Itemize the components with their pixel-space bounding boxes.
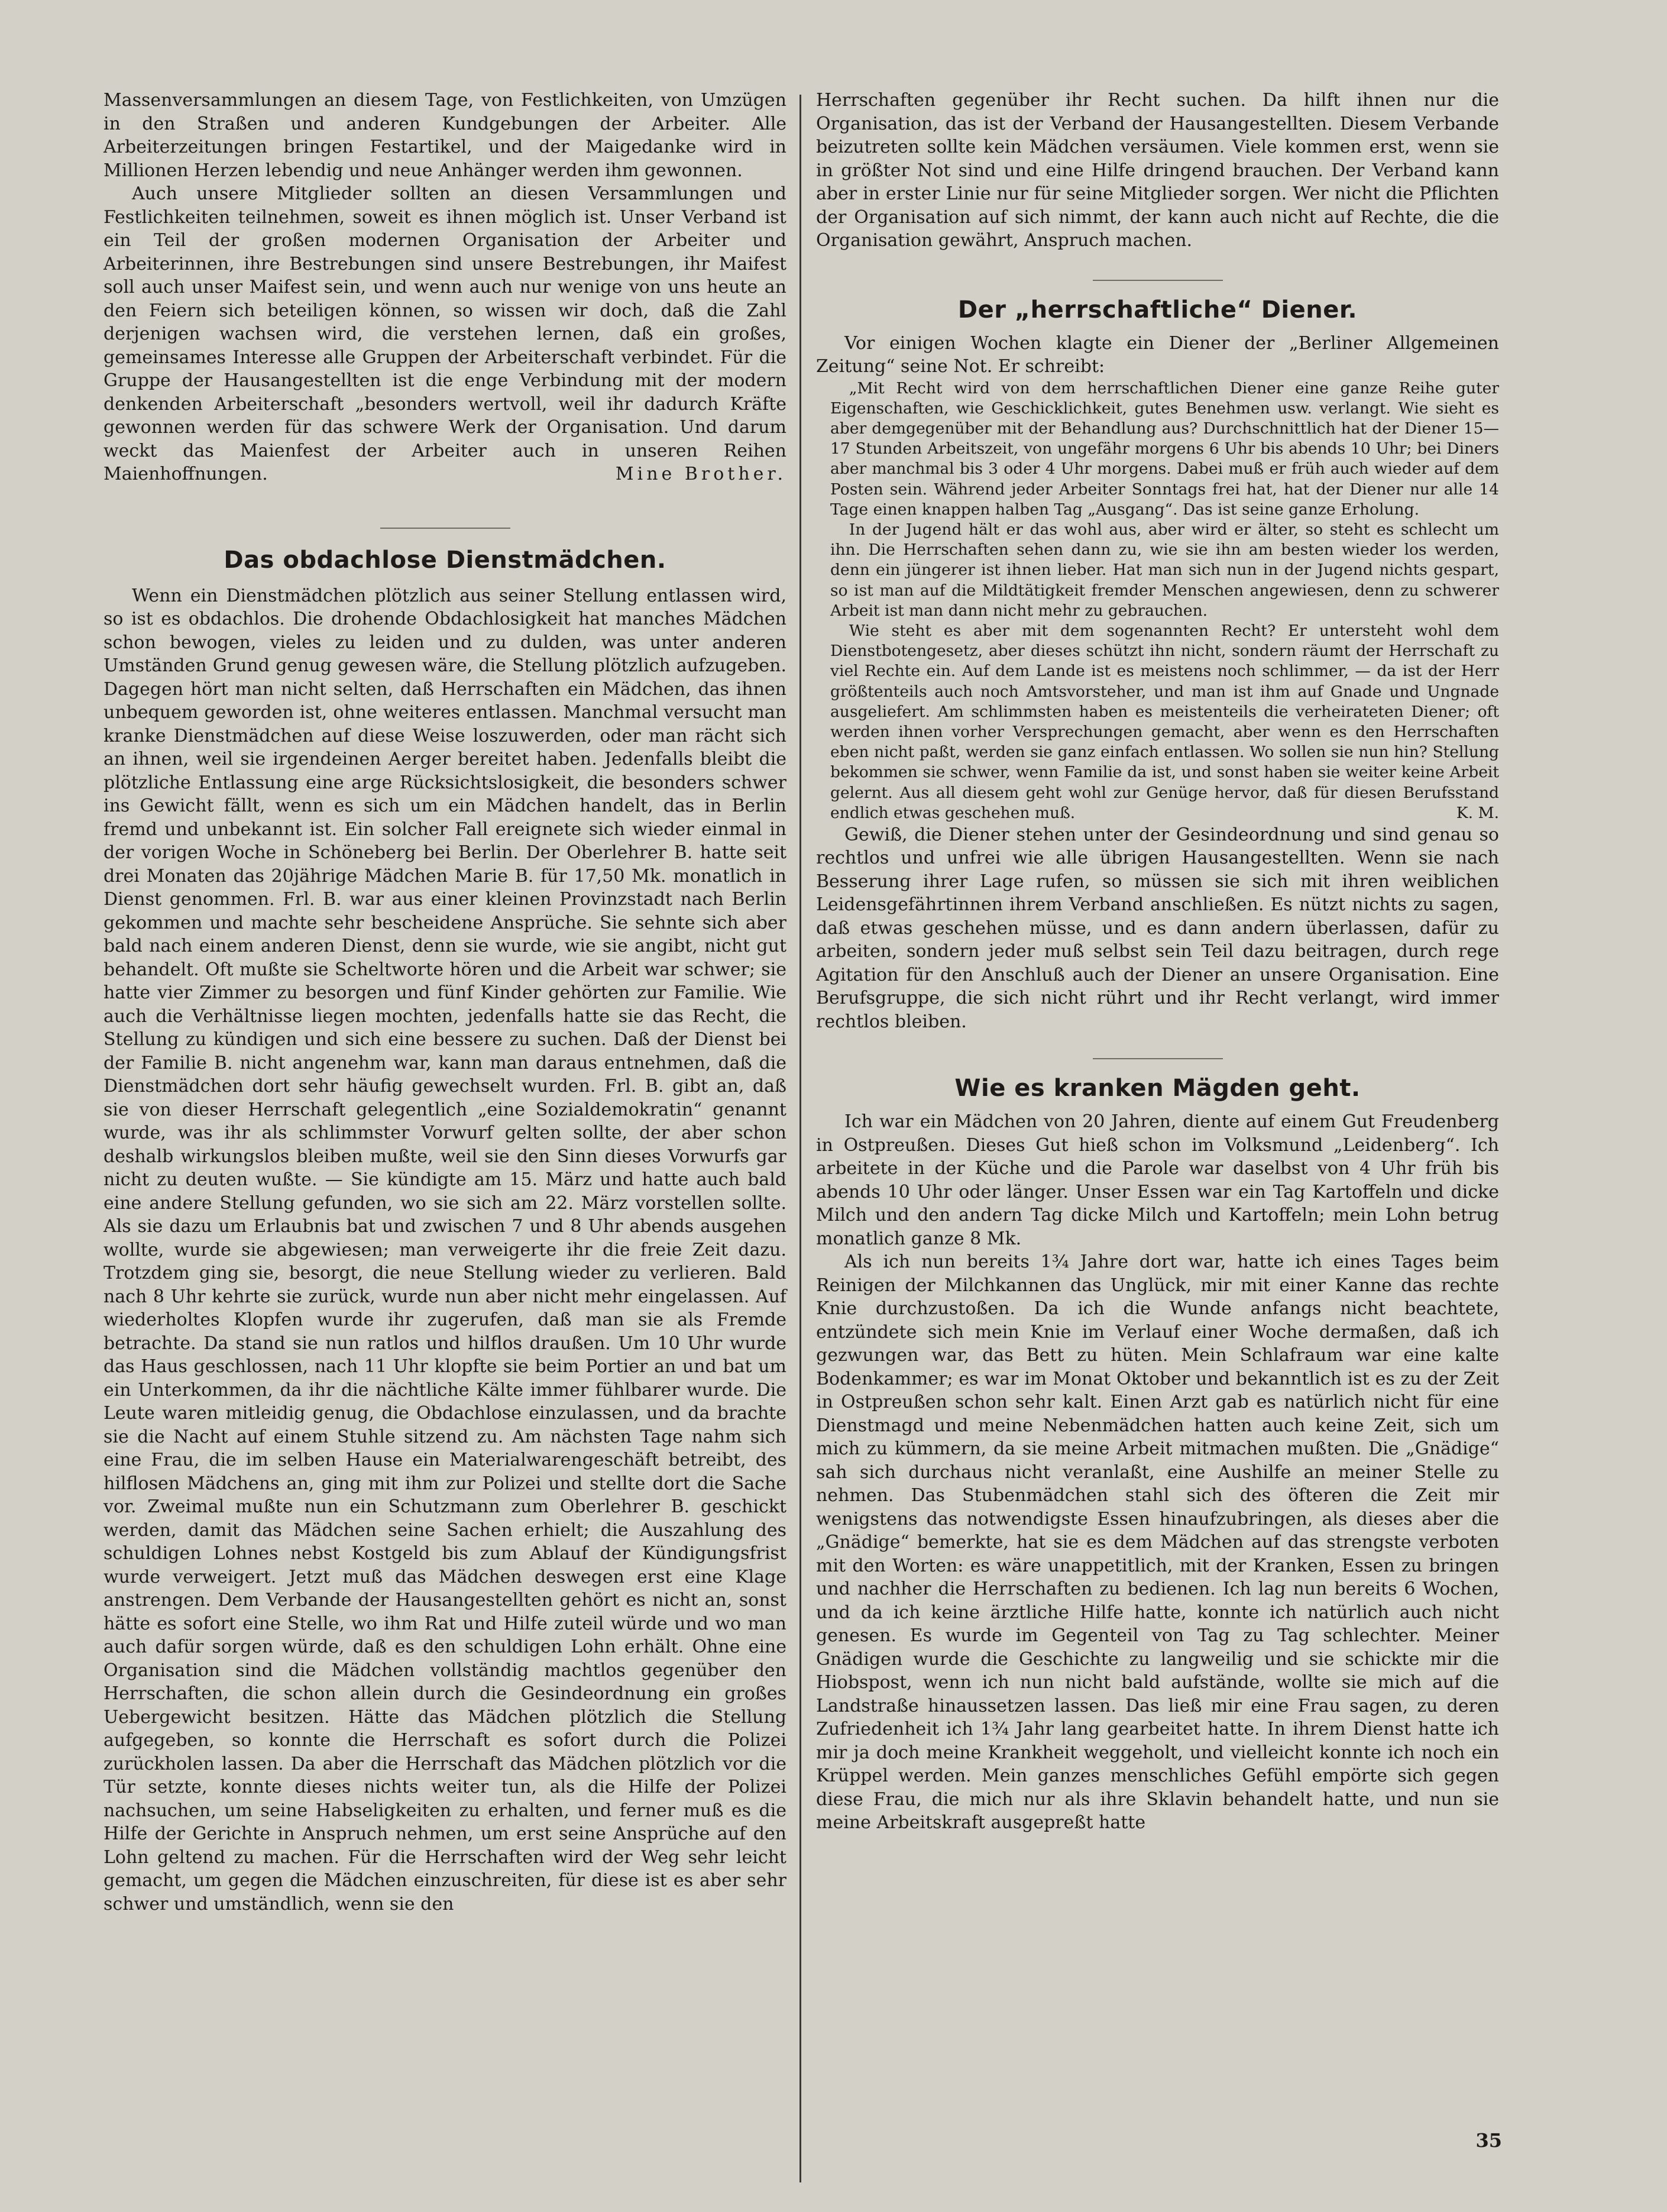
article-title-obdachlose: Das obdachlose Dienstmädchen. xyxy=(224,546,666,574)
article-paragraph: Als ich nun bereits 1¾ Jahre dort war, hatte ich eines Tages beim Reinigen der Milchkannen das Unglück, mir mit einer Kanne das rechte Knie durchzustoßen. Da ich die Wunde anfangs nicht beachtete, entzündete sich mein Knie im Verlauf einer Woche dermaßen, daß ich gezwungen war, das Bett zu hüten. Mein Schlafraum war eine kalte Bodenkammer; es war im Monat Oktober und bekanntlich ist es zu der Zeit in Ostpreußen schon sehr kalt. Einen Arzt gab es natürlich nicht für eine Dienstmagd und meine Nebenmädchen hatten auch keine Zeit, sich um mich zu kümmern, da sie meine Arbeit mitmachen mußten. Die „Gnädige“ sah sich durchaus nicht veranlaßt, eine Aushilfe an meiner Stelle zu nehmen. Das Stubenmädchen stahl sich des öfteren die Zeit mir wenigstens das notwendigste Essen hinaufzubringen, als dieses aber die „Gnädige“ bemerkte, hat sie es dem Mädchen auf das strengste verboten mit den Worten: es wäre unappetitlich, mit der Kranken, Essen zu bringen und nachher die Herrschaften zu bedienen. Ich lag nun bereits 6 Wochen, und da ich keine ärztliche Hilfe hatte, konnte ich natürlich auch nicht genesen. Es wurde im Gegenteil von Tag zu Tag schlechter. Meiner Gnädigen wurde die Geschichte zu langweilig und sie schickte mir die Hiobspost, wenn ich nun nicht bald aufstände, wollte sie mich auf die Landstraße hinaussetzen lassen. Das ließ mir eine Frau sagen, zu deren Zufriedenheit ich 1¾ Jahr lang gearbeitet hatte. In ihrem Dienst hatte ich mir ja doch meine Krankheit weggeholt, und vielleicht konnte ich noch ein Krüppel werden. Mein ganzes menschliches Gefühl empörte sich gegen diese Frau, die mich nur als ihre Sklavin behandelt hatte, und nun sie meine Arbeitskraft ausgepreßt hatte xyxy=(816,1251,1499,1833)
continuation-paragraph: Herrschaften gegenüber ihr Recht suchen. Da hilft ihnen nur die Organisation, das ist der Verband der Hausangestellten. Diesem Verbande beizutreten sollte kein Mädchen versäumen. Viele kommen erst, wenn sie in größter Not sind und eine Hilfe dringend brauchen. Der Verband kann aber in erster Linie nur für seine Mitglieder sorgen. Wer nicht die Pflichten der Organisation auf sich nimmt, der kann auch nicht auf Rechte, die die Organisation gewährt, Anspruch machen. xyxy=(816,90,1499,251)
page-number: 35 xyxy=(1475,2129,1502,2152)
quote-paragraph: Wie steht es aber mit dem sogenannten Recht? Er untersteht wohl dem Dienstbotengesetz, aber dieses schützt ihn nicht, sondern räumt der Herrschaft zu viel Rechte ein. Auf dem Lande ist es meistens noch schlimmer, — da ist der Herr größtenteils auch noch Amtsvorsteher, und man ist ihm auf Gnade und Ungnade ausgeliefert. Am schlimmsten haben es meistenteils die verheirateten Diener; oft werden ihnen vorher Versprechungen gemacht, aber wenn es den Herrschaften eben nicht paßt, werden sie ganz einfach entlassen. Wo sollen sie nun hin? Stellung bekommen sie schwer, wenn Familie da ist, und sonst haben sie weiter keine Arbeit gelernt. Aus all diesem geht wohl zur Genüge hervor, daß für diesen Berufsstand endlich etwas geschehen muß. xyxy=(830,621,1499,822)
quote-paragraph: „Mit Recht wird von dem herrschaftlichen Diener eine ganze Reihe guter Eigenschaften, wie Geschicklichkeit, gutes Benehmen usw. verlangt. Wie sieht es aber demgegenüber mit der Behandlung aus? Durchschnittlich hat der Diener 15—17 Stunden Arbeitszeit, von ungefähr morgens 6 Uhr bis abends 10 Uhr; bei Diners aber manchmal bis 3 oder 4 Uhr morgens. Dabei muß er früh auch wieder auf dem Posten sein. Während jeder Arbeiter Sonntags frei hat, hat der Diener nur alle 14 Tage einen knappen halben Tag „Ausgang“. Das ist seine ganze Erholung. xyxy=(830,379,1499,519)
left-column xyxy=(103,89,786,1916)
article-paragraph: Wenn ein Dienstmädchen plötzlich aus seiner Stellung entlassen wird, so ist es obdachlos. Die drohende Obdachlosigkeit hat manches Mädchen schon bewogen, vieles zu leiden und zu dulden, was unter anderen Umständen Grund genug gewesen wäre, die Stellung plötzlich aufzugeben. Dagegen hört man nicht selten, daß Herrschaften ein Mädchen, das ihnen unbequem geworden ist, ohne weiteres entlassen. Manchmal versucht man kranke Dienstmädchen auf diese Weise loszuwerden, oder man rächt sich an ihnen, weil sie irgendeinen Aerger bereitet haben. Jedenfalls bleibt die plötzliche Entlassung eine arge Rücksichtslosigkeit, die besonders schwer ins Gewicht fällt, wenn es sich um ein Mädchen handelt, das in Berlin fremd und unbekannt ist. Ein solcher Fall ereignete sich wieder einmal in der vorigen Woche in Schöneberg bei Berlin. Der Oberlehrer B. hatte seit drei Monaten das 20jährige Mädchen Marie B. für 17,50 Mk. monatlich in Dienst genommen. Frl. B. war aus einer kleinen Provinzstadt nach Berlin gekommen und machte sehr bescheidene Ansprüche. Sie sehnte sich aber bald nach einem anderen Dienst, denn sie wurde, wie sie angibt, nicht gut behandelt. Oft mußte sie Scheltworte hören und die Arbeit war schwer; sie hatte vier Zimmer zu besorgen und fünf Kinder gehörten zur Familie. Wie auch die Verhältnisse liegen mochten, jedenfalls hatte sie das Recht, die Stellung zu kündigen und sich eine bessere zu suchen. Daß der Dienst bei der Familie B. nicht angenehm war, kann man daraus entnehmen, daß die Dienstmädchen dort sehr häufig gewechselt wurden. Frl. B. gibt an, daß sie von dieser Herrschaft gelegentlich „eine Sozialdemokratin“ genannt wurde, was ihr als schlimmster Vorwurf gelten sollte, der aber schon deshalb wirkungslos bleiben mußte, weil sie den Sinn dieses Vorwurfs gar nicht zu deuten wußte. — Sie kündigte am 15. März und hatte auch bald eine andere Stellung gefunden, wo sie sich am 22. März vorstellen sollte. Als sie dazu um Erlaubnis bat und zwischen 7 und 8 Uhr abends ausgehen wollte, wurde sie abgewiesen; man verweigerte ihr die freie Zeit dazu. Trotzdem ging sie, besorgt, die neue Stellung wieder zu verlieren. Bald nach 8 Uhr kehrte sie zurück, wurde nun aber nicht mehr eingelassen. Auf wiederholtes Klopfen wurde ihr zugerufen, daß man sie als Fremde betrachte. Da stand sie nun ratlos und hilflos draußen. Um 10 Uhr wurde das Haus geschlossen, nach 11 Uhr klopfte sie beim Portier an und bat um ein Unterkommen, da ihr die nächtliche Kälte immer fühlbarer wurde. Die Leute waren mitleidig genug, die Obdachlose einzulassen, und da brachte sie die Nacht auf einem Stuhle sitzend zu. Am nächsten Tage nahm sich eine Frau, die im selben Hause ein Materialwarengeschäft betreibt, des hilflosen Mädchens an, ging mit ihm zur Polizei und stellte dort die Sache vor. Zweimal mußte nun ein Schutzmann zum Oberlehrer B. geschickt werden, damit das Mädchen seine Sachen erhielt; die Auszahlung des schuldigen Lohnes nebst Kostgeld bis zum Ablauf der Kündigungsfrist wurde verweigert. Jetzt muß das Mädchen deswegen erst eine Klage anstrengen. Dem Verbande der Hausangestellten gehört es nicht an, sonst hätte es sofort eine Stelle, wo ihm Rat und Hilfe zuteil würde und wo man auch dafür sorgen würde, daß es den schuldigen Lohn erhält. Ohne eine Organisation sind die Mädchen vollständig machtlos gegenüber den Herrschaften, die schon allein durch die Gesindeordnung ein großes Uebergewicht besitzen. Hätte das Mädchen plötzlich die Stellung aufgegeben, so konnte die Herrschaft es sofort durch die Polizei zurückholen lassen. Da aber die Herrschaft das Mädchen plötzlich vor die Tür setzte, konnte dieses nichts weiter tun, als die Hilfe der Polizei nachsuchen, um seine Habseligkeiten zu erhalten, und ferner muß es die Hilfe der Gerichte in Anspruch nehmen, um erst seine Ansprüche auf den Lohn geltend zu machen. Für die Herrschaften wird der Weg sehr leicht gemacht, um gegen die Mädchen einzuschreiten, für diese ist es aber sehr schwer und umständlich, wenn sie den xyxy=(103,585,786,1915)
article-title-maegde: Wie es kranken Mägden geht. xyxy=(954,1075,1361,1102)
quote-paragraph: In der Jugend hält er das wohl aus, aber wird er älter, so steht es schlecht um ihn. Die Herrschaften sehen dann zu, wie sie ihn am besten wieder los werden, denn ein jüngerer ist ihnen lieber. Hat man sich nun in der Jugend nichts gespart, so ist man auf die Mildtätigkeit fremder Menschen angewiesen, denn zu schwerer Arbeit ist man dann nicht mehr zu gebrauchen. xyxy=(830,520,1499,620)
quote-initials: K. M. xyxy=(1456,803,1499,822)
article-title-diener: Der „herrschaftliche“ Diener. xyxy=(957,296,1358,324)
article-paragraph: Gewiß, die Diener stehen unter der Gesindeordnung und sind genau so rechtlos und unfrei wie alle übrigen Hausangestellten. Wenn sie nach Besserung ihrer Lage rufen, so müssen sie sich mit ihren weiblichen Leidensgefährtinnen ihrem Verband anschließen. Es nützt nichts zu sagen, daß etwas geschehen müsse, und es dann andern überlassen, dafür zu arbeiten, sondern jeder muß selbst sein Teil dazu beitragen, durch rege Agitation für den Anschluß auch der Diener an unsere Organisation. Eine Berufsgruppe, die sich nicht rührt und ihr Recht verlangt, wird immer rechtlos bleiben. xyxy=(816,824,1499,1032)
article-paragraph: Ich war ein Mädchen von 20 Jahren, diente auf einem Gut Freudenberg in Ostpreußen. Dieses Gut hieß schon im Volksmund „Leidenberg“. Ich arbeitete in der Küche und die Parole war daselbst von 4 Uhr früh bis abends 10 Uhr oder länger. Unser Essen war ein Tag Kartoffeln und dicke Milch und den andern Tag dicke Milch und Kartoffeln; mein Lohn betrug monatlich ganze 8 Mk. xyxy=(816,1111,1499,1249)
intro-signature: Mine Brother. xyxy=(615,464,786,484)
intro-paragraph: Auch unsere Mitglieder sollten an diesen Versammlungen und Festlichkeiten teilnehmen, soweit es ihnen möglich ist. Unser Verband ist ein Teil der großen modernen Organisation der Arbeiter und Arbeiterinnen, ihre Bestrebungen sind unsere Bestrebungen, ihr Maifest soll auch unser Maifest sein, und wenn auch nur wenige von uns heute an den Feiern sich beteiligen können, so wissen wir doch, daß die Zahl derjenigen wachsen wird, die verstehen lernen, daß ein großes, gemeinsames Interesse alle Gruppen der Arbeiterschaft verbindet. Für die Gruppe der Hausangestellten ist die enge Verbindung mit der modern denkenden Arbeiterschaft „besonders wertvoll, weil ihr dadurch Kräfte gewonnen werden für das schwere Werk der Organisation. Und darum weckt das Maienfest der Arbeiter auch in unseren Reihen Maienhoffnungen. xyxy=(103,183,786,484)
right-column xyxy=(816,89,1499,1835)
intro-paragraph: Massenversammlungen an diesem Tage, von Festlichkeiten, von Umzügen in den Straßen und anderen Kundgebungen der Arbeiter. Alle Arbeiterzeitungen bringen Festartikel, und der Maigedanke wird in Millionen Herzen lebendig und neue Anhänger werden ihm gewonnen. xyxy=(103,90,786,181)
column-divider xyxy=(799,95,801,2182)
article-paragraph: Vor einigen Wochen klagte ein Diener der „Berliner Allgemeinen Zeitung“ seine Not. Er schreibt: xyxy=(816,332,1499,377)
